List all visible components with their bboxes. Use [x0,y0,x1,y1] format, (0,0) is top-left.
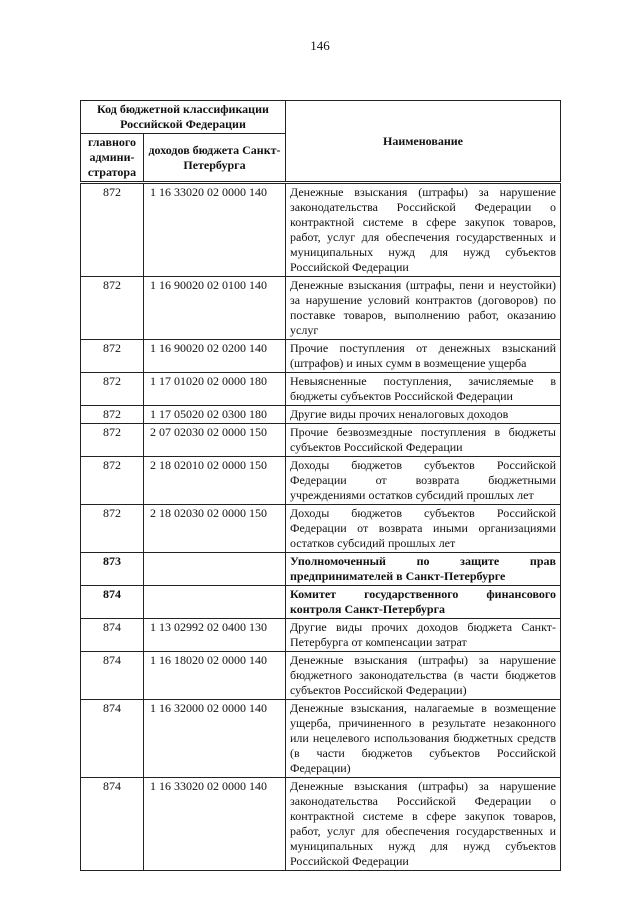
admin-code-cell: 872 [81,424,144,457]
admin-code-cell: 873 [81,553,144,586]
table-row [81,340,561,373]
header-income: доходов бюджета Санкт-Петербурга [144,134,286,182]
income-code-cell: 1 16 90020 02 0100 140 [144,277,286,340]
name-cell: Комитет государственного финансового контроля Санкт-Петербурга [286,586,561,619]
table-body [81,184,561,871]
name-cell: Денежные взыскания (штрафы) за нарушение законодательства Российской Федерации о контрактной системе в сфере закупок товаров, работ, услуг для обеспечения государственных и муниципальных нужд для нужд субъектов Российской Федерации [286,778,561,871]
name-cell: Денежные взыскания (штрафы) за нарушение законодательства Российской Федерации о контрактной системе в сфере закупок товаров, работ, услуг для обеспечения государственных и муниципальных нужд для нужд субъектов Российской Федерации [286,184,561,277]
income-code-cell: 1 16 90020 02 0200 140 [144,340,286,373]
admin-code-cell: 874 [81,619,144,652]
income-code-cell: 2 07 02030 02 0000 150 [144,424,286,457]
table-row [81,586,561,619]
admin-code-cell: 872 [81,184,144,277]
admin-code-cell: 874 [81,586,144,619]
name-cell: Денежные взыскания (штрафы) за нарушение бюджетного законодательства (в части бюджетов субъектов Российской Федерации) [286,652,561,700]
table-row [81,553,561,586]
table-row [81,457,561,505]
table-row [81,652,561,700]
income-code-cell: 1 17 05020 02 0300 180 [144,406,286,424]
name-cell: Невыясненные поступления, зачисляемые в бюджеты субъектов Российской Федерации [286,373,561,406]
classification-table [80,183,561,871]
income-code-cell: 2 18 02030 02 0000 150 [144,505,286,553]
admin-code-cell: 872 [81,505,144,553]
name-cell: Денежные взыскания, налагаемые в возмещение ущерба, причиненного в результате незаконного или нецелевого использования бюджетных средств (в части бюджетов субъектов Российской Федерации) [286,700,561,778]
admin-code-cell: 872 [81,373,144,406]
table-row [81,424,561,457]
name-cell: Другие виды прочих доходов бюджета Санкт-Петербурга от компенсации затрат [286,619,561,652]
header-row-top [81,101,561,134]
income-code-cell: 2 18 02010 02 0000 150 [144,457,286,505]
table-row [81,406,561,424]
admin-code-cell: 872 [81,457,144,505]
admin-code-cell: 874 [81,652,144,700]
header-code-group: Код бюджетной классификации Российской Федерации [81,101,286,134]
income-code-cell: 1 13 02992 02 0400 130 [144,619,286,652]
name-cell: Денежные взыскания (штрафы, пени и неустойки) за нарушение условий контрактов (договоров) по поставке товаров, выполнению работ, оказанию услуг [286,277,561,340]
income-code-cell [144,586,286,619]
admin-code-cell: 874 [81,778,144,871]
income-code-cell: 1 16 32000 02 0000 140 [144,700,286,778]
admin-code-cell: 874 [81,700,144,778]
name-cell: Уполномоченный по защите прав предпринимателей в Санкт-Петербурге [286,553,561,586]
table-row [81,277,561,340]
table-row [81,184,561,277]
income-code-cell [144,553,286,586]
header-admin: главного админи-стратора [81,134,144,182]
table-row [81,619,561,652]
admin-code-cell: 872 [81,277,144,340]
page-number: 146 [310,38,330,53]
name-cell: Прочие безвозмездные поступления в бюджеты субъектов Российской Федерации [286,424,561,457]
name-cell: Доходы бюджетов субъектов Российской Федерации от возврата бюджетными учреждениями остатков субсидий прошлых лет [286,457,561,505]
income-code-cell: 1 16 18020 02 0000 140 [144,652,286,700]
admin-code-cell: 872 [81,340,144,373]
name-cell: Другие виды прочих неналоговых доходов [286,406,561,424]
income-code-cell: 1 16 33020 02 0000 140 [144,184,286,277]
name-cell: Прочие поступления от денежных взысканий (штрафов) и иных сумм в возмещение ущерба [286,340,561,373]
income-code-cell: 1 17 01020 02 0000 180 [144,373,286,406]
header-name: Наименование [286,101,561,182]
table-row [81,700,561,778]
admin-code-cell: 872 [81,406,144,424]
header-table [80,100,561,182]
table-row [81,373,561,406]
table-row [81,505,561,553]
income-code-cell: 1 16 33020 02 0000 140 [144,778,286,871]
table-row [81,778,561,871]
name-cell: Доходы бюджетов субъектов Российской Федерации от возврата иными организациями остатков субсидий прошлых лет [286,505,561,553]
